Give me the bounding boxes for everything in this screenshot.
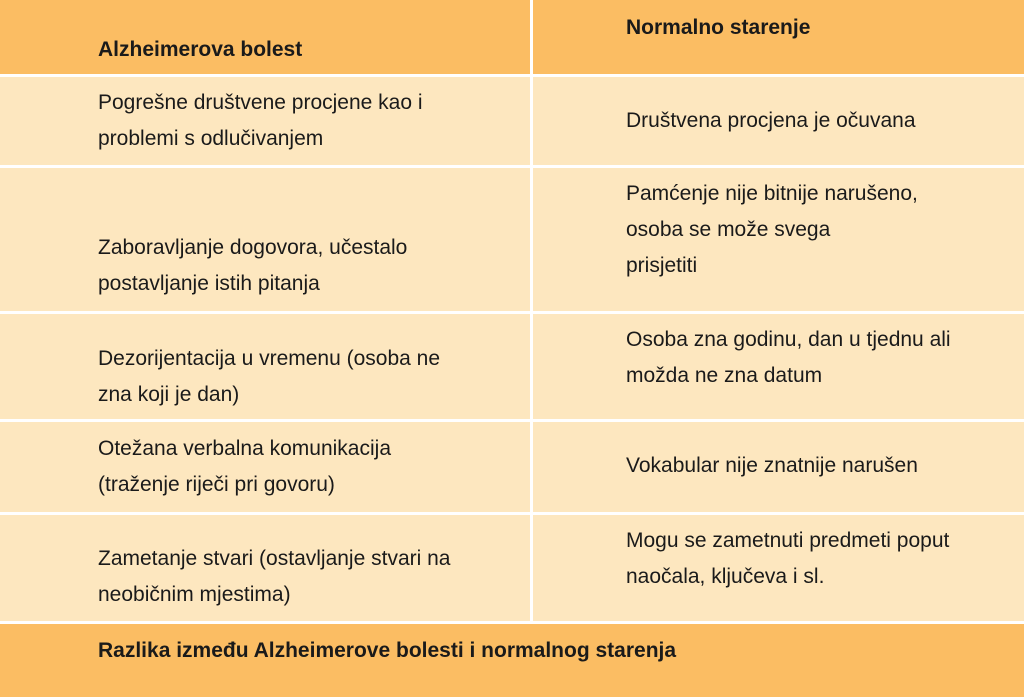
table-cell-normal-aging [530,312,1024,420]
header-cell-alzheimer [0,0,530,75]
table-caption: Razlika između Alzheimerove bolesti i normalnog starenja [98,639,677,662]
row-divider [0,621,1024,624]
table-cell-normal-aging [530,513,1024,622]
table-row [0,420,1024,513]
table-cell-alzheimer [0,312,530,420]
header-label-normal-aging: Normalno starenje [626,16,811,39]
table-cell-normal-aging [530,166,1024,312]
cell-text: Pogrešne društvene procjene kao i problemi s odlučivanjem [98,91,423,150]
cell-text: Zametanje stvari (ostavljanje stvari na neobičnim mjestima) [98,547,451,606]
table-header-row [0,0,1024,75]
table-caption-row [0,622,1024,697]
cell-text: Mogu se zametnuti predmeti poput naočala, ključeva i sl. [626,529,950,588]
table-cell-alzheimer [0,166,530,312]
cell-text: Vokabular nije znatnije narušen [626,454,918,477]
table-cell-alzheimer [0,75,530,166]
table-cell-alzheimer [0,420,530,513]
table-row [0,75,1024,166]
cell-text: Otežana verbalna komunikacija (traženje riječi pri govoru) [98,437,391,496]
table-row [0,513,1024,622]
cell-text: Društvena procjena je očuvana [626,109,916,132]
cell-text: Zaboravljanje dogovora, učestalo postavljanje istih pitanja [98,236,408,295]
cell-text: Dezorijentacija u vremenu (osoba ne zna koji je dan) [98,347,441,406]
table-cell-normal-aging [530,420,1024,513]
table-row [0,312,1024,420]
row-divider [0,419,1024,422]
row-divider [0,311,1024,314]
table-cell-normal-aging [530,75,1024,166]
cell-text: Pamćenje nije bitnije narušeno, osoba se može svega prisjetiti [626,182,918,277]
row-divider [0,165,1024,168]
cell-text: Osoba zna godinu, dan u tjednu ali možda ne zna datum [626,328,951,387]
row-divider [0,512,1024,515]
header-label-alzheimer: Alzheimerova bolest [98,38,303,61]
table-caption-cell [0,622,1024,697]
table-cell-alzheimer [0,513,530,622]
row-divider [0,74,1024,77]
table-row [0,166,1024,312]
header-cell-normal-aging [530,0,1024,75]
